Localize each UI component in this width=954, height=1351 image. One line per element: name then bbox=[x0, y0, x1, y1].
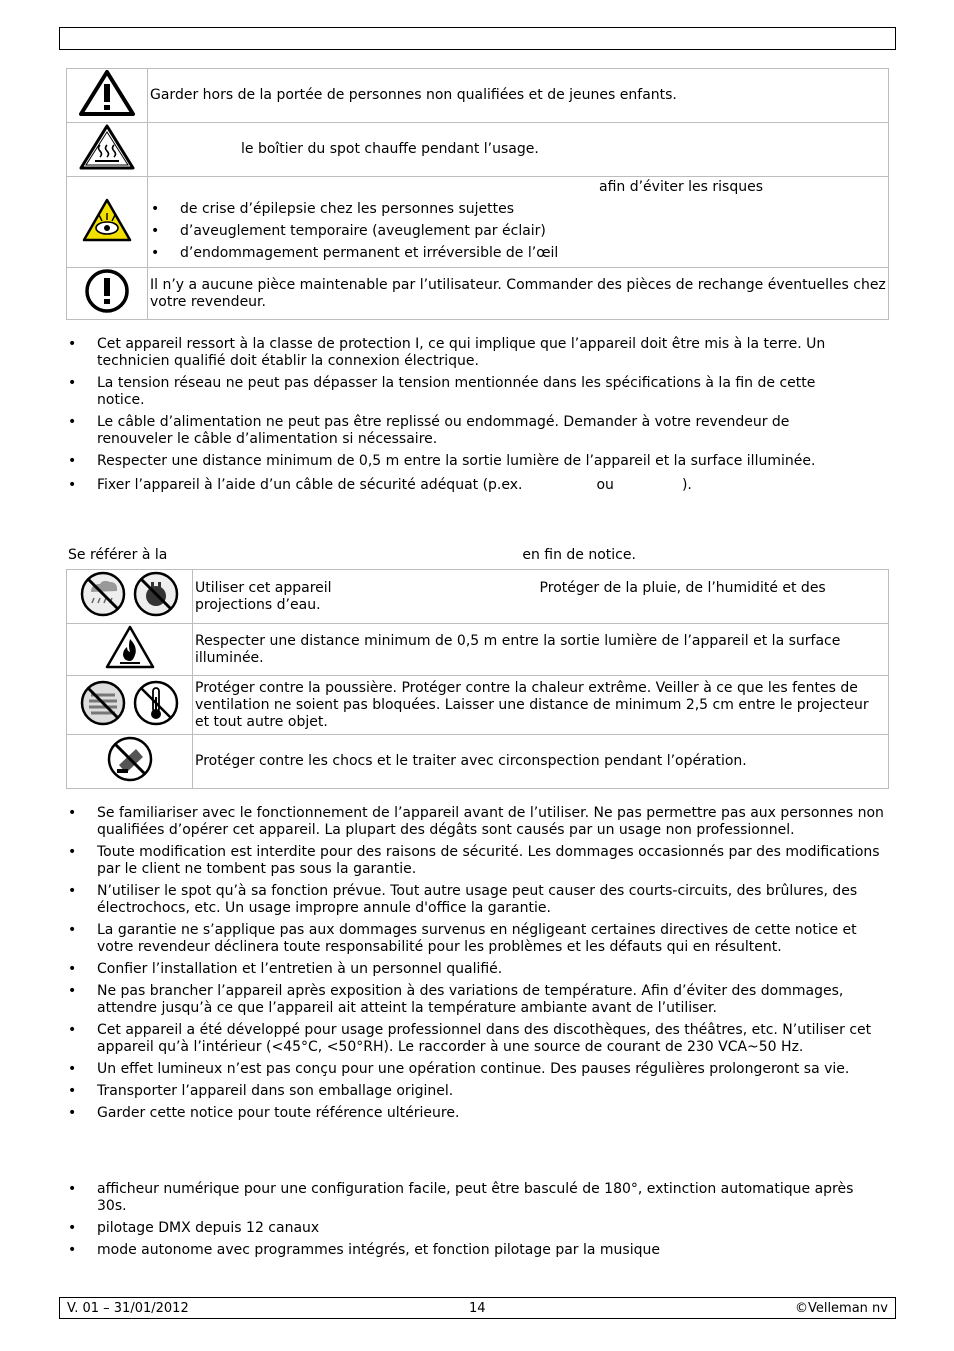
no-heat-icon bbox=[132, 679, 180, 727]
icon-cell bbox=[67, 570, 193, 624]
features-section bbox=[67, 1181, 885, 1264]
footer bbox=[59, 1297, 896, 1319]
warning-eye-cell bbox=[148, 177, 889, 268]
list-item: • de crise d’épilepsie chez les personnes sujettes bbox=[150, 201, 886, 218]
list-item: • Se familiariser avec le fonctionnement de l’appareil avant de l’utiliser. Ne pas permettre pas aux personnes non qualifiées d’opérer cet appareil. La plupart des dégâts sont causés par un usage non professionnel. bbox=[67, 805, 885, 839]
icon-cell bbox=[67, 735, 193, 789]
list-item: • afficheur numérique pour une configuration facile, peut être basculé de 180°, extinction automatique après 30s. bbox=[67, 1181, 885, 1215]
env-text: Protéger contre la poussière. Protéger contre la chaleur extrême. Veiller à ce que les fentes de ventilation ne soient pas bloquées. Laisser une distance de minimum 2,5 cm entre le projecteur et tout autre objet. bbox=[193, 676, 889, 735]
flammable-icon bbox=[104, 624, 156, 670]
list-item: • La garantie ne s’applique pas aux dommages survenus en négligeant certaines directives de cette notice et votre revendeur déclinera toute responsabilité pour les problèmes et les défauts qui en résultent. bbox=[67, 922, 885, 956]
list-item: • pilotage DMX depuis 12 canaux bbox=[67, 1220, 885, 1237]
header-box bbox=[59, 27, 896, 50]
refer-line: Se référer à la en fin de notice. bbox=[68, 547, 636, 563]
list-item: • Fixer l’appareil à l’aide d’un câble de sécurité adéquat (p.ex. ou ). bbox=[67, 477, 867, 494]
footer-version: V. 01 – 31/01/2012 bbox=[67, 1301, 189, 1316]
list-item: • Un effet lumineux n’est pas conçu pour une opération continue. Des pauses régulières prolongeront sa vie. bbox=[67, 1061, 885, 1078]
exclamation-warning-icon bbox=[78, 69, 136, 117]
list-item: • mode autonome avec programmes intégrés, et fonction pilotage par la musique bbox=[67, 1242, 885, 1259]
no-dust-icon bbox=[79, 679, 127, 727]
list-item: • Ne pas brancher l’appareil après exposition à des variations de température. Afin d’éviter des dommages, attendre jusqu’à ce que l’appareil ait atteint la température ambiante avant de l’utiliser. bbox=[67, 983, 885, 1017]
icon-cell bbox=[67, 123, 148, 177]
icon-cell bbox=[67, 177, 148, 268]
icon-cell bbox=[67, 676, 193, 735]
warning-text: Il n’y a aucune pièce maintenable par l’utilisateur. Commander des pièces de rechange éventuelles chez votre revendeur. bbox=[148, 268, 889, 320]
list-item: • d’aveuglement temporaire (aveuglement par éclair) bbox=[150, 223, 886, 240]
no-water-plug-icon bbox=[132, 570, 180, 618]
list-item: • Cet appareil a été développé pour usage professionnel dans des discothèques, des théâtres, etc. N’utiliser cet appareil qu’à l’intérieur (<45°C, <50°RH). Le raccorder à une source de courant de 230 VCA~50 Hz. bbox=[67, 1022, 885, 1056]
warnings-table bbox=[66, 68, 889, 320]
no-rain-icon bbox=[79, 570, 127, 618]
env-text: Respecter une distance minimum de 0,5 m entre la sortie lumière de l’appareil et la surface illuminée. bbox=[193, 624, 889, 676]
list-item: • Le câble d’alimentation ne peut pas être replissé ou endommagé. Demander à votre revendeur de renouveler le câble d’alimentation si nécessaire. bbox=[67, 414, 867, 448]
env-text: Protéger contre les chocs et le traiter avec circonspection pendant l’opération. bbox=[193, 735, 889, 789]
footer-brand: ©Velleman nv bbox=[794, 1301, 888, 1316]
list-item: • La tension réseau ne peut pas dépasser la tension mentionnée dans les spécifications à la fin de cette notice. bbox=[67, 375, 867, 409]
safety-section bbox=[67, 336, 867, 499]
icon-cell bbox=[67, 69, 148, 123]
icon-cell bbox=[67, 268, 148, 320]
no-shock-icon bbox=[106, 735, 154, 783]
list-item: • Toute modification est interdite pour des raisons de sécurité. Les dommages occasionnés par des modifications par le client ne tombent pas sous la garantie. bbox=[67, 844, 885, 878]
environment-table bbox=[66, 569, 889, 789]
icon-cell bbox=[67, 624, 193, 676]
list-item: • Respecter une distance minimum de 0,5 m entre la sortie lumière de l’appareil et la surface illuminée. bbox=[67, 453, 867, 470]
env-text-cell: Utiliser cet appareil Protéger de la pluie, de l’humidité et des projections d’eau. bbox=[193, 570, 889, 624]
list-item: • Cet appareil ressort à la classe de protection I, ce qui implique que l’appareil doit être mis à la terre. Un technicien qualifié doit établir la connexion électrique. bbox=[67, 336, 867, 370]
warning-lead: afin d’éviter les risques bbox=[599, 179, 764, 195]
hot-surface-icon bbox=[78, 123, 136, 171]
list-item: • Transporter l’appareil dans son emballage originel. bbox=[67, 1083, 885, 1100]
list-item: • d’endommagement permanent et irréversible de l’œil bbox=[150, 245, 886, 262]
notice-exclamation-icon bbox=[83, 268, 131, 314]
list-item: • N’utiliser le spot qu’à sa fonction prévue. Tout autre usage peut causer des courts-circuits, des brûlures, des électrochocs, etc. Un usage impropre annule d'office la garantie. bbox=[67, 883, 885, 917]
list-item: • Confier l’installation et l’entretien à un personnel qualifié. bbox=[67, 961, 885, 978]
warning-text: Garder hors de la portée de personnes non qualifiées et de jeunes enfants. bbox=[148, 69, 889, 123]
general-section bbox=[67, 805, 885, 1127]
list-item: • Garder cette notice pour toute référence ultérieure. bbox=[67, 1105, 885, 1122]
footer-page-number: 14 bbox=[469, 1301, 486, 1316]
warning-text: le boîtier du spot chauffe pendant l’usage. bbox=[148, 123, 889, 177]
eye-hazard-icon bbox=[81, 197, 133, 243]
